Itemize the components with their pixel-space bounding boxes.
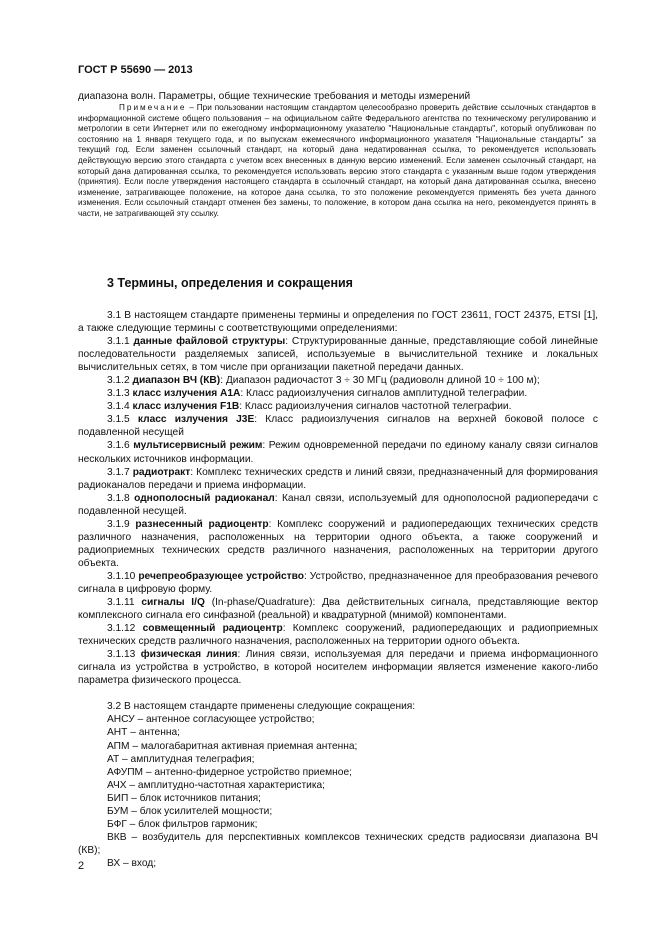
- term-entry: [78, 622, 598, 648]
- term-entry: [78, 648, 598, 687]
- spacer: [78, 687, 598, 700]
- abbreviation-item: БИП – блок источников питания;: [107, 792, 262, 804]
- abbreviation-item: АПМ – малогабаритная активная приемная антенна;: [107, 740, 358, 752]
- term-number: 3.1.3: [107, 388, 133, 400]
- abbreviation-item: АЧХ – амплитудно-частотная характеристика;: [107, 779, 326, 791]
- term-name: радиотракт: [132, 466, 191, 478]
- term-name: физическая линия: [140, 649, 238, 661]
- section-body: [78, 309, 598, 870]
- terms-intro: 3.1 В настоящем стандарте применены термины и определения по ГОСТ 23611, ГОСТ 24375, ETSI [1], а также следующие термины с соответствующими определениями:: [78, 310, 598, 335]
- term-definition: : Устройство, предназначенное для преобразования речевого сигнала в цифровую форму.: [78, 570, 598, 595]
- term-number: 3.1.4: [107, 401, 133, 413]
- term-entry: [78, 596, 598, 622]
- term-number: 3.1.13: [107, 649, 141, 661]
- abbreviation-item: АТ – амплитудная телеграфия;: [107, 753, 255, 765]
- term-definition: : Комплекс сооружений, радиопередающих и радиоприемных технических средств различного назначения, расположенных на территории одного объекта.: [78, 623, 599, 648]
- term-name: совмещенный радиоцентр: [142, 623, 283, 635]
- terms-list: [78, 335, 598, 687]
- term-number: 3.1.12: [107, 623, 143, 635]
- page-number: 2: [78, 860, 85, 872]
- abbreviation-item: АФУПМ – антенно-фидерное устройство приемное;: [107, 766, 352, 778]
- note-paragraph: [78, 103, 596, 220]
- term-name: данные файловой структуры: [133, 336, 286, 348]
- term-name: однополосный радиоканал: [134, 492, 275, 504]
- standard-code-header: ГОСТ Р 55690 — 2013: [78, 64, 193, 76]
- term-number: 3.1.11: [107, 597, 142, 609]
- term-definition: (In-phase/Quadrature): Два действительных сигнала, представляющие вектор комплексного сигнала его синфазной (реальной) и квадратурной (мнимой) компонентами.: [78, 597, 599, 622]
- note-label: Примечание: [119, 103, 187, 112]
- term-number: 3.1.2: [107, 375, 133, 387]
- continuation-text: диапазона волн. Параметры, общие технические требования и методы измерений: [78, 91, 471, 102]
- term-definition: : Класс радиоизлучения сигналов частотной телеграфии.: [239, 401, 512, 413]
- abbreviations-intro: 3.2 В настоящем стандарте применены следующие сокращения:: [107, 701, 416, 713]
- term-definition: : Диапазон радиочастот 3 ÷ 30 МГц (радиоволн длиной 10 ÷ 100 м);: [220, 375, 540, 387]
- abbreviation-item: ВКВ – возбудитель для перспективных комплексов технических средств радиосвязи диапазона ВЧ (КВ);: [78, 831, 598, 856]
- term-number: 3.1.5: [107, 414, 138, 426]
- term-name: разнесенный радиоцентр: [135, 518, 269, 530]
- term-number: 3.1.7: [107, 466, 133, 478]
- abbreviation-item: АНСУ – антенное согласующее устройство;: [107, 714, 315, 726]
- term-entry: [78, 335, 598, 374]
- abbreviations-list: [78, 713, 598, 870]
- term-entry: [78, 374, 598, 387]
- abbreviation-item: АНТ – антенна;: [107, 727, 180, 739]
- term-entry: [78, 400, 598, 413]
- term-definition: : Режим одновременной передачи по единому каналу связи сигналов нескольких источников информации.: [78, 440, 598, 465]
- term-definition: : Класс радиоизлучения сигналов амплитудной телеграфии.: [240, 388, 528, 400]
- term-entry: [78, 387, 598, 400]
- term-name: диапазон ВЧ (КВ): [132, 375, 221, 387]
- term-name: класс излучения J3E: [137, 414, 255, 426]
- term-entry: [78, 439, 598, 465]
- term-number: 3.1.1: [107, 336, 134, 348]
- abbreviation-item: БФГ – блок фильтров гармоник;: [107, 818, 258, 830]
- note-text: – При пользовании настоящим стандартом целесообразно проверить действие ссылочных стандартов в информационной системе общего пользования – на официальном сайте Федерального агентства по техническому регулированию и метрологии в сети Интернет или по ежегодному информационному указателю "Национальные стандарты", который опубликован по состоянию на 1 января текущего года, и по выпускам ежемесячного информационного указателя "Национальные стандарты" за текущий год. Если заменен ссылочный стандарт, на который дана недатированная ссылка, то рекомендуется использовать действующую версию этого стандарта с учетом всех внесенных в данную версию изменений. Если заменен ссылочный стандарт, на который дана датированная ссылка, то рекомендуется использовать версию этого стандарта с указанным выше годом утверждения (принятия). Если после утверждения настоящего стандарта в ссылочный стандарт, на который дана датированная ссылка, внесено изменение, затрагивающее положение, на которое дана ссылка, то это положение рекомендуется применять без учета данного изменения. Если ссылочный стандарт отменен без замены, то положение, в котором дана ссылка на него, рекомендуется принять в части, не затрагивающей эту ссылку.: [78, 103, 596, 218]
- term-entry: [78, 570, 598, 596]
- term-entry: [78, 492, 598, 518]
- term-name: речепреобразующее устройство: [138, 570, 304, 582]
- term-definition: : Линия связи, используемая для передачи и приема информационного сигнала из устройства в устройство, в которой носителем информации является изменение какого-либо параметра физического процесса.: [78, 649, 598, 687]
- term-number: 3.1.8: [107, 492, 135, 504]
- term-name: класс излучения F1B: [132, 401, 240, 413]
- term-name: мультисервисный режим: [133, 440, 263, 452]
- term-definition: : Структурированные данные, представляющие собой линейные последовательности разделяемых записей, используемые в вычислительной технике и локальных вычислительных сетях, в том числе при организации пакетной передачи данных.: [78, 336, 598, 374]
- term-entry: [78, 518, 598, 570]
- section-heading: 3 Термины, определения и сокращения: [107, 276, 353, 290]
- term-name: класс излучения А1А: [132, 388, 241, 400]
- term-definition: : Комплекс сооружений и радиопередающих технических средств различного назначения, расположенных на территории одного объекта, а также сооружений и радиоприемных технических средств различного назначения, расположенных на территории другого объекта.: [78, 518, 598, 569]
- term-entry: [78, 466, 598, 492]
- abbreviation-item: ВХ – вход;: [107, 857, 157, 869]
- abbreviation-item: БУМ – блок усилителей мощности;: [107, 805, 273, 817]
- term-definition: : Класс радиоизлучения сигналов на верхней боковой полосе с подавленной несущей: [78, 414, 598, 439]
- term-entry: [78, 413, 598, 439]
- term-number: 3.1.9: [107, 518, 136, 530]
- term-definition: : Комплекс технических средств и линий связи, предназначенный для формирования радиоканалов передачи и приема информации.: [78, 466, 598, 491]
- term-number: 3.1.6: [107, 440, 134, 452]
- term-number: 3.1.10: [107, 570, 139, 582]
- term-definition: : Канал связи, используемый для однополосной радиопередачи с подавленной несущей.: [78, 492, 598, 517]
- term-name: сигналы I/Q: [141, 597, 205, 609]
